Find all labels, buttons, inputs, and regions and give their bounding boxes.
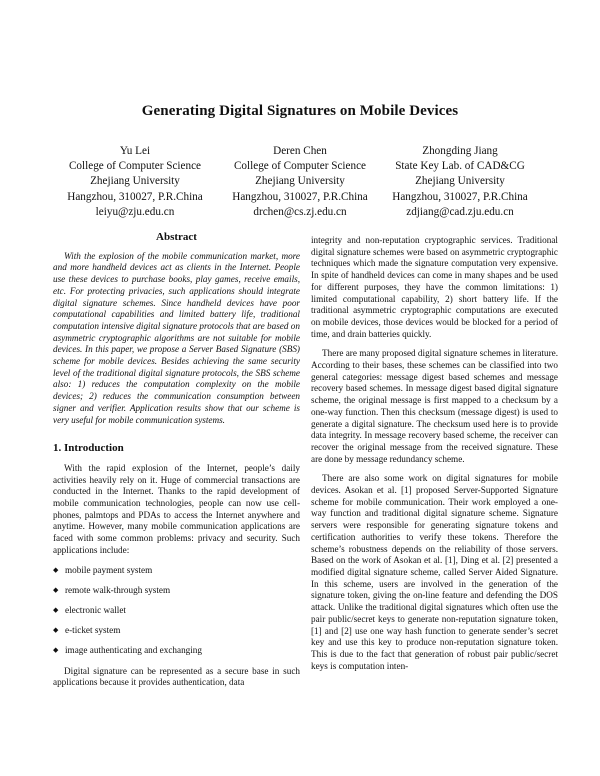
- author-university: Zhejiang University: [255, 175, 345, 188]
- abstract-heading: Abstract: [156, 231, 197, 243]
- author-university: Zhejiang University: [415, 175, 505, 188]
- author-address: Hangzhou, 310027, P.R.China: [67, 190, 203, 203]
- author-department: State Key Lab. of CAD&CG: [395, 160, 525, 173]
- bullet-icon: ◆: [53, 565, 59, 574]
- application-list: [53, 565, 300, 657]
- intro-paragraph-1: With the rapid explosion of the Internet, people’s daily activities heavily rely on it. Huge of commercial transactions are conducted in the Internet. Thanks to the rapid development of mobile communication technologies, people can now use cell-phones, palmtops and PDAs to access the Internet anywhere and anytime. However, many mobile communication applications are faced with some common problems: privacy and security. Such applications include:: [53, 462, 300, 555]
- right-column: [311, 235, 558, 680]
- paper-title: Generating Digital Signatures on Mobile Devices: [141, 103, 459, 119]
- left-column: [53, 232, 300, 697]
- bullet-icon: ◆: [53, 605, 59, 614]
- author-email: leiyu@zju.edu.cn: [95, 205, 175, 218]
- list-item: ◆ remote walk-through system: [53, 584, 171, 595]
- intro-paragraph-2: Digital signature can be represented as a secure base in such applications because it provides authentication, data: [53, 665, 300, 688]
- list-item: ◆ e-ticket system: [53, 624, 121, 635]
- author-department: College of Computer Science: [233, 160, 367, 173]
- right-paragraph-3: There are also some work on digital signatures for mobile devices. Asokan et al. [1] proposed Server-Supported Signature scheme for mobile communication. Their work employed a one-way function and traditional digital signature scheme. Signature servers were responsible for generating signature tokens and certification authorities to verify these tokens. Therefore the scheme’s robustness depends on the reliability of those servers. Based on the work of Asokan et al. [1], Ding et al. [2] presented a modified digital signature scheme, called Server Aided Signature. In this scheme, users are involved in the generation of the signature token, giving the on-line feature and defending the DOS attack. Unlike the traditional digital signatures which often use the pair public/secret keys to generate non-reputation signature token, [1] and [2] use one way hash function to generate sender’s secret key and use this key to produce non-reputation signature token. This is due to the fact that generation of robust pair public/secret keys is computation inten-: [311, 473, 558, 671]
- bullet-icon: ◆: [53, 645, 59, 654]
- author-department: College of Computer Science: [68, 160, 202, 173]
- bullet-icon: ◆: [53, 585, 59, 594]
- right-paragraph-2: There are many proposed digital signature schemes in literature. According to their bases, these schemes can be classified into two general categories: message digest based schemes and message recovery based schemes. In message digest based digital signature scheme, the original message is first mapped to a checksum by a one-way function. Then this checksum (message digest) is used to generate a digital signature. The checksum used here is to provide data integrity. In message recovery based scheme, the receiver can recover the original message from the received signature. These are done by message redundancy scheme.: [311, 348, 558, 464]
- author-name: Zhongding Jiang: [422, 145, 498, 157]
- author-block-1: [50, 144, 220, 220]
- author-email: zdjiang@cad.zju.edu.cn: [406, 205, 514, 218]
- author-name: Yu Lei: [119, 145, 151, 157]
- author-name: Deren Chen: [273, 145, 327, 157]
- list-item: ◆ image authenticating and exchanging: [53, 644, 202, 655]
- introduction-heading: 1. Introduction: [53, 442, 124, 455]
- author-address: Hangzhou, 310027, P.R.China: [232, 190, 368, 203]
- author-block-2: [215, 144, 385, 220]
- author-university: Zhejiang University: [90, 175, 180, 188]
- abstract-text: With the explosion of the mobile communication market, more and more handheld devices act as clients in the Internet. People use these devices to purchase books, play games, receive emails, etc. For protecting privacies, such applications should integrate digital signature schemes. Since handheld devices have poor computational capabilities and limited battery life, traditional computation intensive digital signature protocols that are based on asymmetric cryptographic algorithms are not suitable for mobile devices. In this paper, we propose a Server Based Signature (SBS) scheme for mobile devices. Besides achieving the same security level of the traditional digital signature protocols, the SBS scheme also: 1) reduces the computation complexity on the mobile devices; 2) reduces the communication consumption between signer and verifier. Application results show that our scheme is very useful for mobile communication systems.: [53, 250, 300, 425]
- author-block-3: [375, 144, 545, 220]
- author-email: drchen@cs.zj.edu.cn: [253, 205, 347, 218]
- author-address: Hangzhou, 310027, P.R.China: [392, 190, 528, 203]
- list-item: ◆ mobile payment system: [53, 564, 153, 575]
- bullet-icon: ◆: [53, 625, 59, 634]
- list-item: ◆ electronic wallet: [53, 604, 126, 615]
- right-paragraph-1: integrity and non-reputation cryptographic services. Traditional digital signature schemes were based on asymmetric cryptographic techniques which made the signature computation very expensive. In spite of handheld devices can come in many shapes and be used for different purposes, they have the common limitations: 1) limited computational capability, 2) short battery life. If the traditional asymmetric cryptographic computations are executed on mobile devices, those devices would be blocked for a period of time, and drain batteries quickly.: [311, 235, 558, 339]
